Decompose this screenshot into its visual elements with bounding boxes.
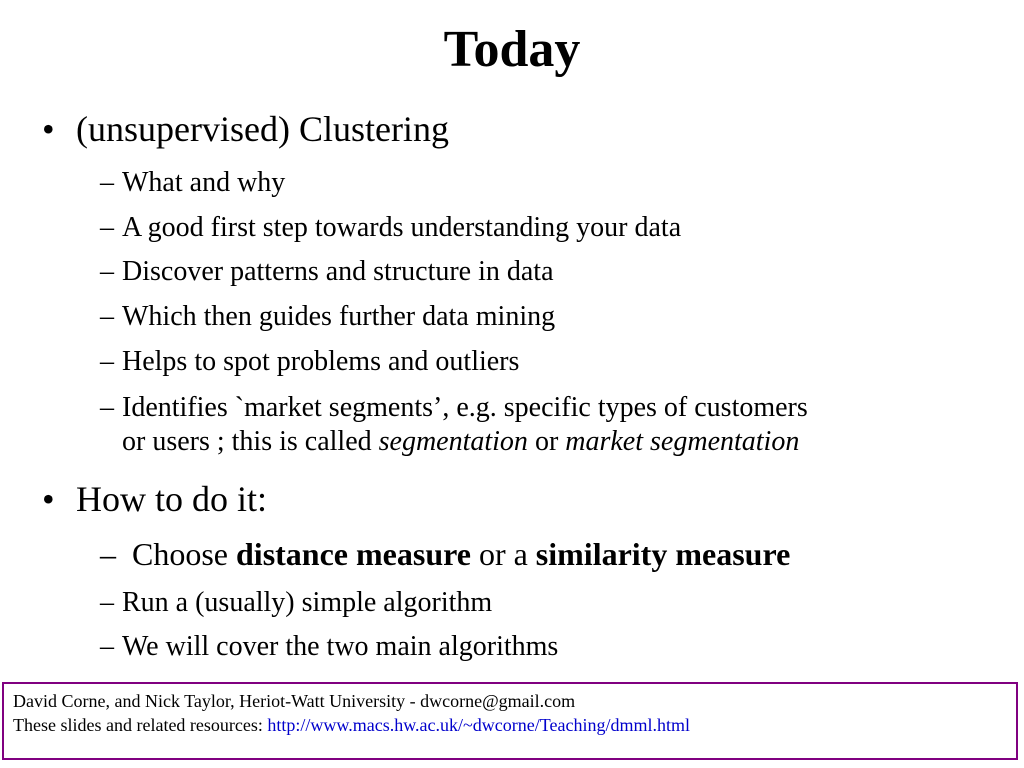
italic-market-segmentation: market segmentation <box>565 426 800 457</box>
bullet-text: How to do it: <box>76 479 268 519</box>
text-run: or <box>527 426 566 457</box>
sub-item <box>100 255 554 289</box>
sub-item-text-line1: Identifies `market segments’, e.g. specific types of customers <box>122 392 808 423</box>
sub-item <box>100 211 681 245</box>
bullet-how-to <box>42 478 267 520</box>
bullet-icon: • <box>42 109 55 149</box>
dash-icon: – <box>100 167 114 198</box>
dash-icon: – <box>100 392 114 423</box>
sub-item <box>100 300 555 334</box>
text-run: or users ; this is called <box>122 426 379 457</box>
footer-resources-link[interactable]: http://www.macs.hw.ac.uk/~dwcorne/Teaching/dmml.html <box>267 715 690 735</box>
dash-icon: – <box>100 256 114 287</box>
footer-credits: David Corne, and Nick Taylor, Heriot-Watt University - dwcorne@gmail.com <box>13 691 576 711</box>
sub-item-text: Discover patterns and structure in data <box>122 256 554 287</box>
sub-item-text: A good first step towards understanding your data <box>122 212 682 243</box>
footer-resources <box>13 713 1016 737</box>
sub-item-text: Which then guides further data mining <box>122 301 556 332</box>
sub-item-text-line2 <box>122 425 808 459</box>
slide-title: Today <box>443 21 581 78</box>
dash-icon: – <box>100 346 114 377</box>
sub-item-segmentation <box>100 391 808 459</box>
dash-icon: – <box>100 212 114 243</box>
text-run: or a <box>470 536 536 572</box>
sub-item-text: Helps to spot problems and outliers <box>122 346 520 377</box>
bullet-icon: • <box>42 479 55 519</box>
footer-resources-label: These slides and related resources: <box>13 715 268 735</box>
dash-icon: – <box>100 631 114 662</box>
sub-item <box>100 586 492 620</box>
sub-item <box>100 166 285 200</box>
text-run: Choose <box>132 536 236 572</box>
bold-similarity-measure: similarity measure <box>535 536 791 572</box>
dash-icon: – <box>100 587 114 618</box>
sub-item-text: What and why <box>122 167 286 198</box>
sub-item-text: Run a (usually) simple algorithm <box>122 587 493 618</box>
sub-item <box>100 345 519 379</box>
sub-item-text: We will cover the two main algorithms <box>122 631 559 662</box>
bullet-text: (unsupervised) Clustering <box>76 109 449 149</box>
sub-item-choose <box>100 535 790 573</box>
bullet-clustering <box>42 108 449 150</box>
bold-distance-measure: distance measure <box>236 536 471 572</box>
italic-segmentation: segmentation <box>378 426 528 457</box>
footer-box <box>2 682 1018 760</box>
sub-item-text <box>132 535 790 573</box>
sub-item <box>100 630 558 664</box>
dash-icon: – <box>100 536 116 572</box>
dash-icon: – <box>100 301 114 332</box>
